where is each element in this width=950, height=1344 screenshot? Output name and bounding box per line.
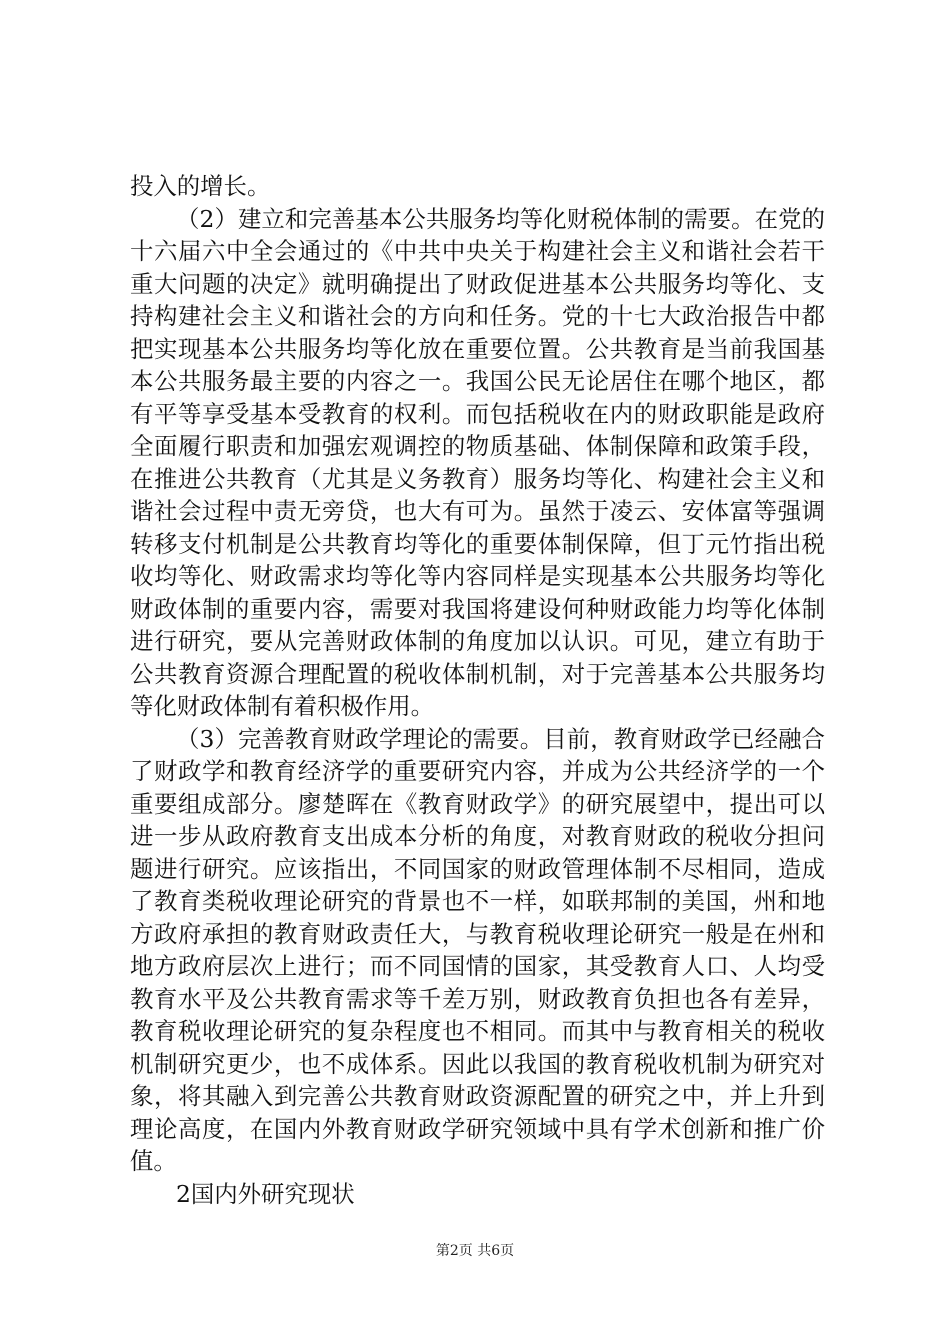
paragraph-item-2: （2）建立和完善基本公共服务均等化财税体制的需要。在党的十六届六中全会通过的《中共中央关于构建社会主义和谐社会若干重大问题的决定》就明确提出了财政促进基本公共服务均等化、支持构建社会主义和谐社会的方向和任务。党的十七大政治报告中都把实现基本公共服务均等化放在重要位置。公共教育是当前我国基本公共服务最主要的内容之一。我国公民无论居住在哪个地区，都有平等享受基本受教育的权利。而包括税收在内的财政职能是政府全面履行职责和加强宏观调控的物质基础、体制保障和政策手段，在推进公共教育（尤其是义务教育）服务均等化、构建社会主义和谐社会过程中责无旁贷，也大有可为。虽然于凌云、安体富等强调转移支付机制是公共教育均等化的重要体制保障，但丁元竹指出税收均等化、财政需求均等化等内容同样是实现基本公共服务均等化财政体制的重要内容，需要对我国将建设何种财政能力均等化体制进行研究，要从完善财政体制的角度加以认识。可见，建立有助于公共教育资源合理配置的税收体制机制，对于完善基本公共服务均等化财政体制有着积极作用。 <box>130 204 825 720</box>
document-body <box>130 170 825 1210</box>
paragraph-continuation: 投入的增长。 <box>130 172 271 200</box>
section-heading: 2国内外研究现状 <box>176 1179 355 1208</box>
page-number-label: 第2页 共6页 <box>435 1243 515 1259</box>
page-footer <box>0 1240 950 1260</box>
paragraph-item-3: （3）完善教育财政学理论的需要。目前，教育财政学已经融合了财政学和教育经济学的重要研究内容，并成为公共经济学的一个重要组成部分。廖楚晖在《教育财政学》的研究展望中，提出可以进一步从政府教育支出成本分析的角度，对教育财政的税收分担问题进行研究。应该指出，不同国家的财政管理体制不尽相同，造成了教育类税收理论研究的背景也不一样，如联邦制的美国，州和地方政府承担的教育财政责任大，与教育税收理论研究一般是在州和地方政府层次上进行；而不同国情的国家，其受教育人口、人均受教育水平及公共教育需求等千差万别，财政教育负担也各有差异，教育税收理论研究的复杂程度也不相同。而其中与教育相关的税收机制研究更少，也不成体系。因此以我国的教育税收机制为研究对象，将其融入到完善公共教育财政资源配置的研究之中，并上升到理论高度，在国内外教育财政学研究领域中具有学术创新和推广价值。 <box>130 724 825 1175</box>
